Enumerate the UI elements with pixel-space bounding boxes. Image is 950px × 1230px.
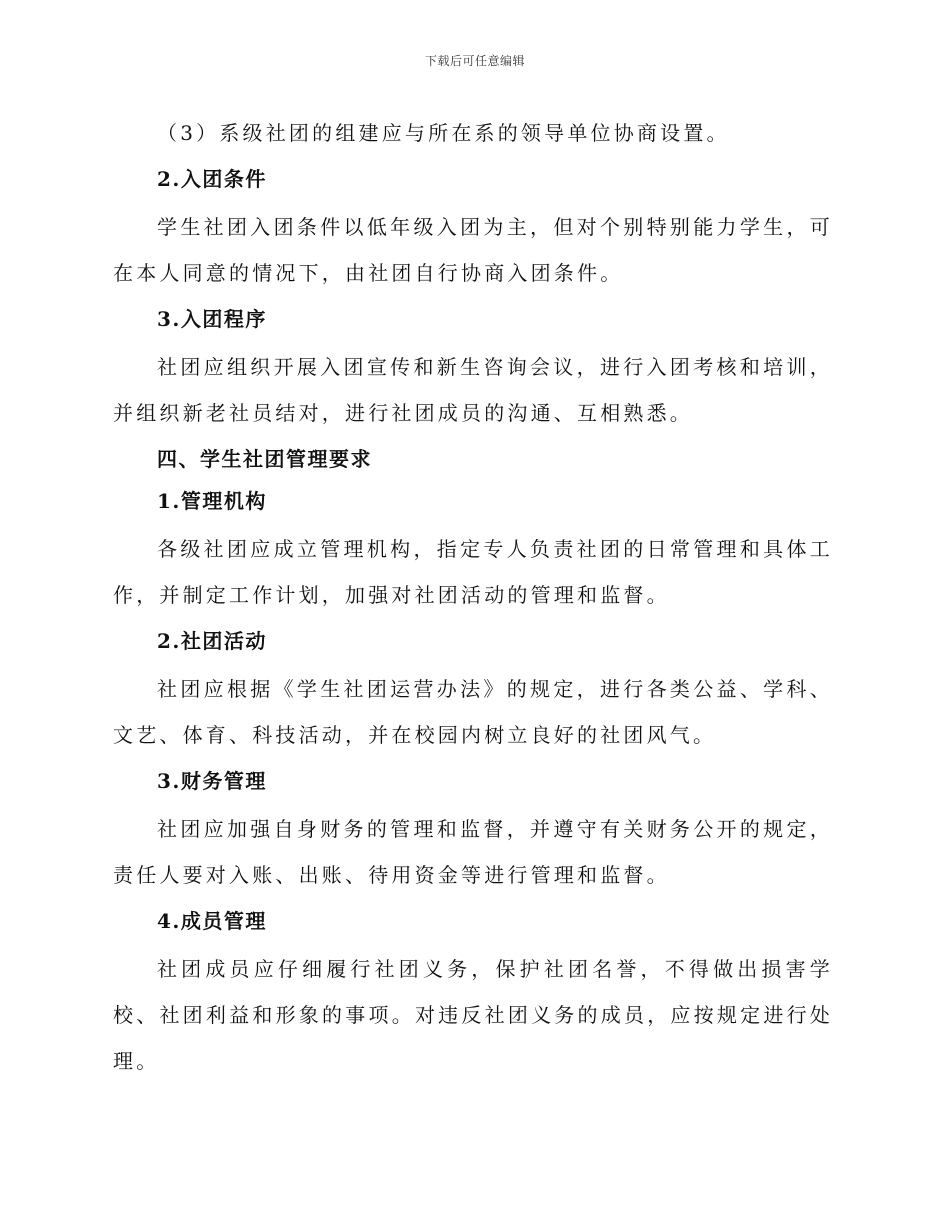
heading-club-activities: 2.社团活动 xyxy=(157,629,267,653)
paragraph-item-3: （3）系级社团的组建应与所在系的领导单位协商设置。 xyxy=(157,121,730,145)
document-body xyxy=(113,110,833,1084)
heading-member-management: 4.成员管理 xyxy=(157,909,267,933)
page-header: 下载后可任意编辑 xyxy=(424,54,525,68)
paragraph-member-management: 社团成员应仔细履行社团义务，保护社团名誉，不得做出损害学校、社团利益和形象的事项。对违反社团义务的成员，应按规定进行处理。 xyxy=(113,957,833,1073)
heading-admission-procedure: 3.入团程序 xyxy=(157,307,267,331)
heading-part-4: 四、学生社团管理要求 xyxy=(157,447,372,471)
paragraph-financial-management: 社团应加强自身财务的管理和监督，并遵守有关财务公开的规定，责任人要对入账、出账、待用资金等进行管理和监督。 xyxy=(113,817,833,887)
heading-management-body: 1.管理机构 xyxy=(157,489,267,513)
paragraph-management-body: 各级社团应成立管理机构，指定专人负责社团的日常管理和具体工作，并制定工作计划，加强对社团活动的管理和监督。 xyxy=(113,537,833,607)
paragraph-admission-conditions: 学生社团入团条件以低年级入团为主，但对个别特别能力学生，可在本人同意的情况下，由社团自行协商入团条件。 xyxy=(113,215,833,285)
paragraph-club-activities: 社团应根据《学生社团运营办法》的规定，进行各类公益、学科、文艺、体育、科技活动，并在校园内树立良好的社团风气。 xyxy=(113,677,833,747)
heading-admission-conditions: 2.入团条件 xyxy=(157,167,267,191)
paragraph-admission-procedure: 社团应组织开展入团宣传和新生咨询会议，进行入团考核和培训，并组织新老社员结对，进行社团成员的沟通、互相熟悉。 xyxy=(113,355,833,425)
heading-financial-management: 3.财务管理 xyxy=(157,769,267,793)
